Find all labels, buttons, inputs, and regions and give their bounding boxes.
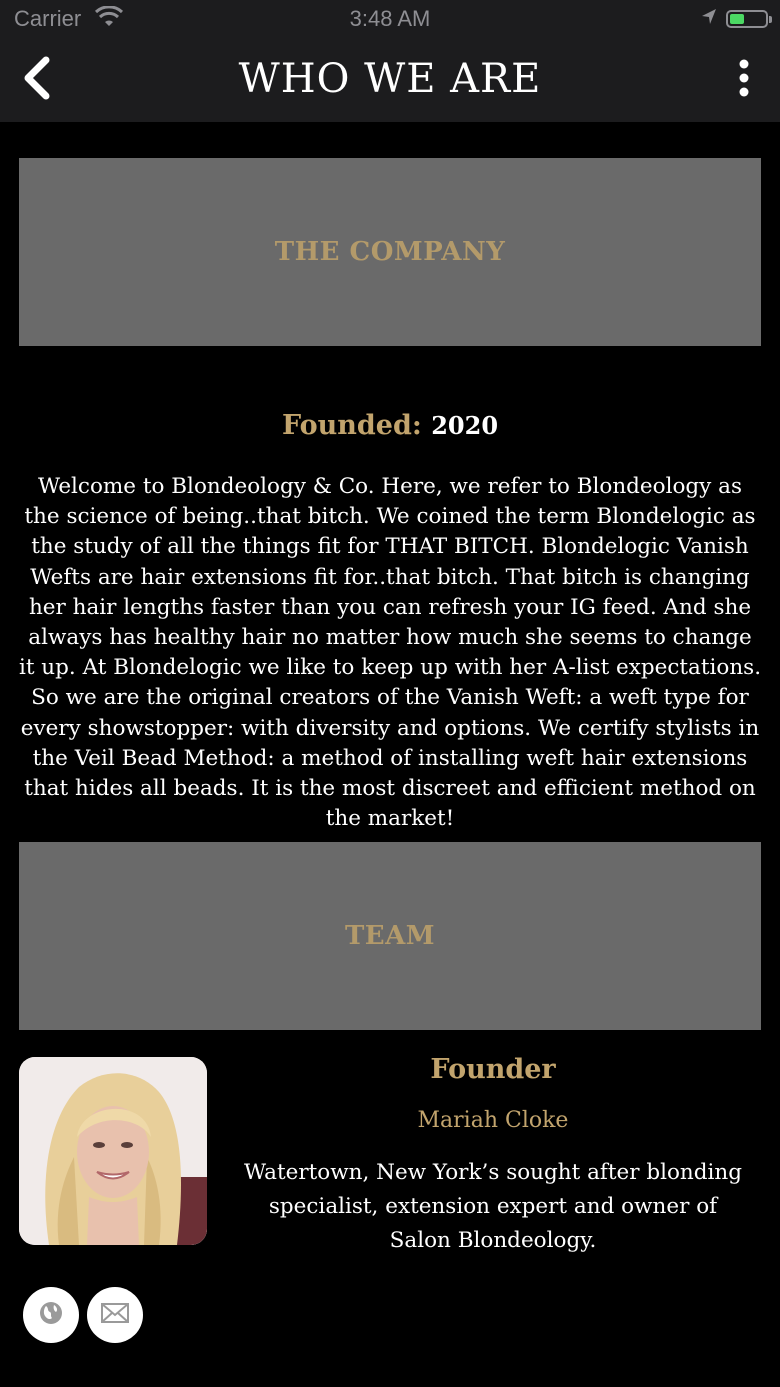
navigation-bar — [0, 40, 780, 122]
more-vertical-icon[interactable] — [730, 56, 758, 100]
mail-icon — [101, 1303, 129, 1327]
page-title: WHO WE ARE — [238, 56, 542, 102]
company-heading: THE COMPANY — [274, 237, 506, 267]
team-section-banner — [19, 842, 761, 1030]
email-button[interactable] — [87, 1287, 143, 1343]
location-arrow-icon — [700, 6, 718, 34]
globe-icon — [38, 1300, 64, 1330]
founded-label: Founded: — [281, 410, 422, 441]
member-name: Mariah Cloke — [417, 1108, 569, 1133]
status-bar — [0, 0, 780, 40]
founded-value: 2020 — [431, 411, 499, 440]
company-description: Welcome to Blondeology & Co. Here, we refer to Blondeology as the science of being..that bitch. We coined the term Blondelogic as the study of all the things fit for THAT BITCH. Blondelogic Vanish Wefts are hair extensions fit for..that bitch. That bitch is changing her hair lengths faster than you can refresh your IG feed. And she always has healthy hair no matter how much she seems to change it up. At Blondelogic we like to keep up with her A-list expectations. So we are the original creators of the Vanish Weft: a weft type for every showstopper: with diversity and options. We certify stylists in the Veil Bead Method: a method of installing weft hair extensions that hides all beads. It is the most discreet and efficient method on the market! — [18, 474, 762, 832]
avatar — [19, 1057, 207, 1245]
member-bio: Watertown, New York’s sought after blonding specialist, extension expert and owner of Salon Blondeology. — [243, 1160, 743, 1253]
company-section-banner — [19, 158, 761, 346]
website-button[interactable] — [23, 1287, 79, 1343]
carrier-label: Carrier — [14, 6, 82, 31]
team-heading: TEAM — [344, 921, 436, 951]
battery-icon — [726, 10, 768, 28]
member-role: Founder — [430, 1054, 556, 1085]
clock: 3:48 AM — [349, 6, 431, 31]
founded-line — [0, 410, 780, 441]
